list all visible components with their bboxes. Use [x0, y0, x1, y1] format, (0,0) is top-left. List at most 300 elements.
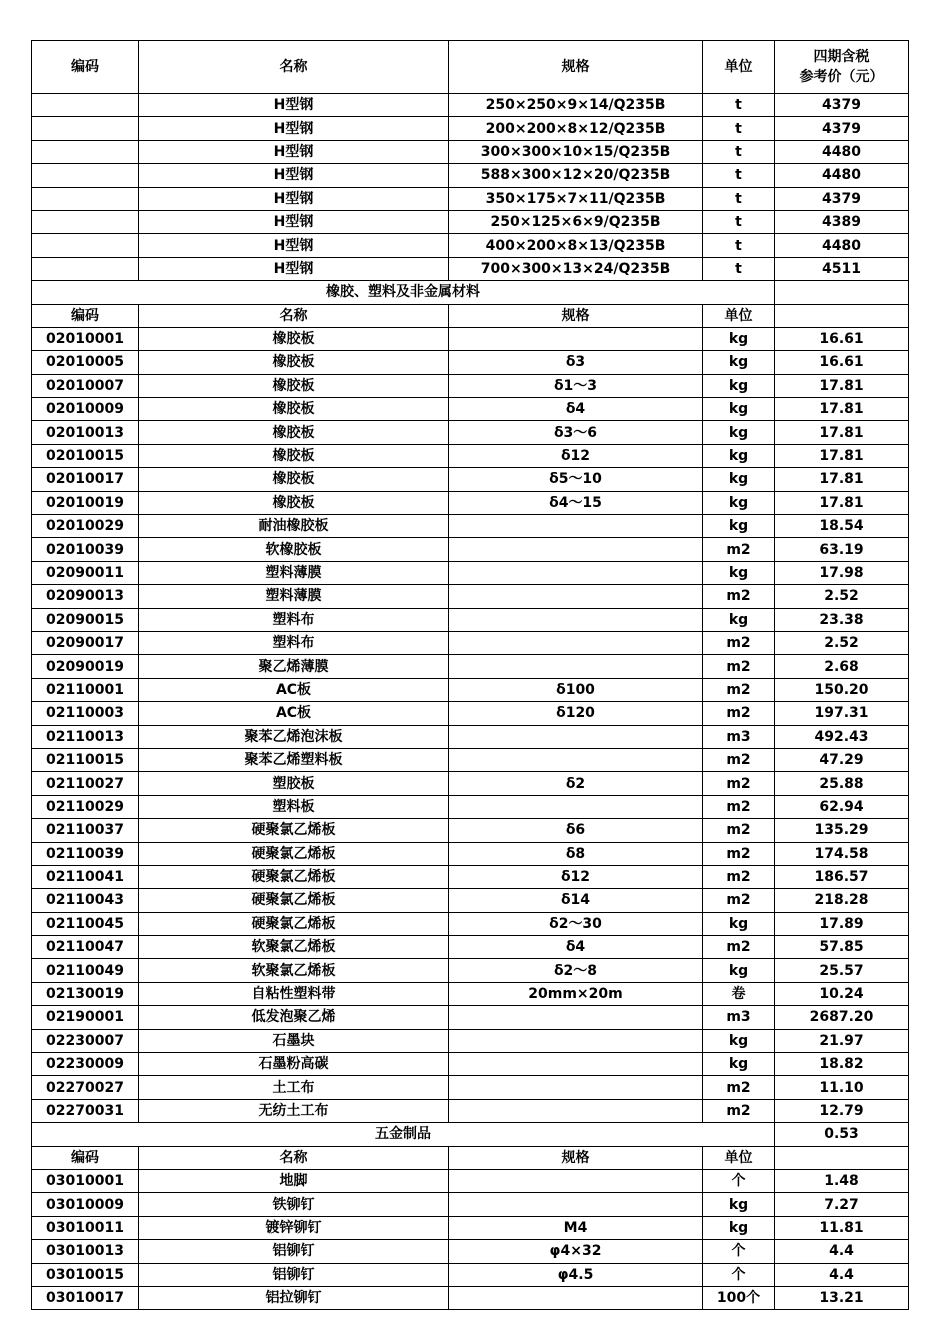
cell-spec [449, 631, 703, 654]
cell-price: 17.89 [775, 912, 909, 935]
cell-code: 03010015 [32, 1263, 139, 1286]
cell-name: 硬聚氯乙烯板 [139, 889, 449, 912]
cell-unit: m2 [703, 585, 775, 608]
header-code: 编码 [32, 41, 139, 94]
table-row [32, 117, 909, 140]
sub-header-price [775, 1146, 909, 1169]
cell-code: 02010017 [32, 468, 139, 491]
cell-price: 197.31 [775, 702, 909, 725]
cell-name: 塑料薄膜 [139, 585, 449, 608]
cell-unit: kg [703, 912, 775, 935]
cell-price: 47.29 [775, 748, 909, 771]
cell-price: 16.61 [775, 351, 909, 374]
cell-spec: δ6 [449, 819, 703, 842]
table-row [32, 1216, 909, 1239]
table-row [32, 1169, 909, 1192]
cell-price: 63.19 [775, 538, 909, 561]
table-row [32, 210, 909, 233]
cell-price: 2.68 [775, 655, 909, 678]
cell-code: 02010015 [32, 444, 139, 467]
cell-spec [449, 1169, 703, 1192]
section-title-row [32, 281, 909, 304]
table-row [32, 327, 909, 350]
cell-price: 2.52 [775, 585, 909, 608]
cell-unit: t [703, 94, 775, 117]
table-row [32, 865, 909, 888]
cell-unit: t [703, 187, 775, 210]
cell-code: 02130019 [32, 982, 139, 1005]
table-row [32, 1286, 909, 1309]
cell-price: 23.38 [775, 608, 909, 631]
cell-unit: kg [703, 327, 775, 350]
table-row [32, 889, 909, 912]
cell-code [32, 257, 139, 280]
cell-unit: m2 [703, 889, 775, 912]
table-row [32, 1076, 909, 1099]
cell-code: 02110037 [32, 819, 139, 842]
cell-price: 17.81 [775, 374, 909, 397]
cell-code [32, 210, 139, 233]
cell-code: 02010019 [32, 491, 139, 514]
cell-code: 02010005 [32, 351, 139, 374]
cell-spec: 250×125×6×9/Q235B [449, 210, 703, 233]
sub-header-unit: 单位 [703, 304, 775, 327]
cell-spec [449, 538, 703, 561]
cell-spec: δ2 [449, 772, 703, 795]
header-name: 名称 [139, 41, 449, 94]
cell-name: 铁铆钉 [139, 1193, 449, 1216]
table-row [32, 819, 909, 842]
cell-spec: φ4×32 [449, 1240, 703, 1263]
cell-spec: δ14 [449, 889, 703, 912]
cell-price: 4.4 [775, 1263, 909, 1286]
cell-price: 17.81 [775, 421, 909, 444]
cell-price: 4480 [775, 140, 909, 163]
cell-code: 02110049 [32, 959, 139, 982]
cell-price: 150.20 [775, 678, 909, 701]
cell-name: H型钢 [139, 140, 449, 163]
cell-unit: kg [703, 1053, 775, 1076]
cell-code: 03010011 [32, 1216, 139, 1239]
cell-name: 聚苯乙烯泡沫板 [139, 725, 449, 748]
cell-name: H型钢 [139, 164, 449, 187]
cell-spec: δ100 [449, 678, 703, 701]
cell-spec [449, 515, 703, 538]
cell-name: 地脚 [139, 1169, 449, 1192]
cell-spec: δ2～8 [449, 959, 703, 982]
cell-spec: M4 [449, 1216, 703, 1239]
table-row [32, 187, 909, 210]
table-row [32, 982, 909, 1005]
cell-name: 铝铆钉 [139, 1263, 449, 1286]
table-row [32, 444, 909, 467]
cell-spec [449, 1006, 703, 1029]
cell-unit: kg [703, 468, 775, 491]
cell-name: 耐油橡胶板 [139, 515, 449, 538]
cell-spec [449, 608, 703, 631]
cell-unit: m2 [703, 795, 775, 818]
cell-unit: 卷 [703, 982, 775, 1005]
cell-price: 25.57 [775, 959, 909, 982]
cell-spec: δ2～30 [449, 912, 703, 935]
cell-name: H型钢 [139, 234, 449, 257]
cell-price: 2687.20 [775, 1006, 909, 1029]
cell-spec [449, 327, 703, 350]
table-row [32, 1006, 909, 1029]
cell-code: 02090013 [32, 585, 139, 608]
cell-name: AC板 [139, 678, 449, 701]
cell-name: 聚乙烯薄膜 [139, 655, 449, 678]
cell-unit: 个 [703, 1263, 775, 1286]
cell-price: 4480 [775, 164, 909, 187]
table-row [32, 561, 909, 584]
cell-spec: φ4.5 [449, 1263, 703, 1286]
cell-price: 13.21 [775, 1286, 909, 1309]
cell-name: 软聚氯乙烯板 [139, 959, 449, 982]
cell-name: H型钢 [139, 94, 449, 117]
cell-unit: kg [703, 515, 775, 538]
cell-code [32, 234, 139, 257]
cell-spec [449, 748, 703, 771]
sub-header-spec: 规格 [449, 304, 703, 327]
cell-code: 02010039 [32, 538, 139, 561]
sub-header-name: 名称 [139, 304, 449, 327]
cell-code: 02110047 [32, 936, 139, 959]
sub-header-name: 名称 [139, 1146, 449, 1169]
cell-spec [449, 1286, 703, 1309]
cell-spec: δ12 [449, 865, 703, 888]
cell-price: 62.94 [775, 795, 909, 818]
cell-code: 02110001 [32, 678, 139, 701]
sub-header-spec: 规格 [449, 1146, 703, 1169]
cell-name: H型钢 [139, 117, 449, 140]
cell-price: 186.57 [775, 865, 909, 888]
cell-unit: m3 [703, 725, 775, 748]
price-table [31, 40, 909, 1310]
cell-price: 4.4 [775, 1240, 909, 1263]
cell-name: 硬聚氯乙烯板 [139, 819, 449, 842]
cell-unit: m2 [703, 748, 775, 771]
cell-name: 橡胶板 [139, 374, 449, 397]
cell-unit: kg [703, 444, 775, 467]
cell-spec [449, 655, 703, 678]
cell-name: 土工布 [139, 1076, 449, 1099]
cell-name: 铝铆钉 [139, 1240, 449, 1263]
cell-spec: δ8 [449, 842, 703, 865]
cell-price: 11.10 [775, 1076, 909, 1099]
cell-code: 02010007 [32, 374, 139, 397]
cell-price: 12.79 [775, 1099, 909, 1122]
cell-code: 02010009 [32, 398, 139, 421]
cell-spec: δ4 [449, 398, 703, 421]
cell-name: 橡胶板 [139, 491, 449, 514]
cell-code: 02010001 [32, 327, 139, 350]
sub-header-row [32, 1146, 909, 1169]
cell-spec [449, 1099, 703, 1122]
cell-unit: kg [703, 1216, 775, 1239]
cell-price: 4379 [775, 187, 909, 210]
cell-unit: m2 [703, 538, 775, 561]
cell-name: AC板 [139, 702, 449, 725]
cell-name: 橡胶板 [139, 398, 449, 421]
sub-header-row [32, 304, 909, 327]
cell-spec: δ1～3 [449, 374, 703, 397]
cell-unit: m2 [703, 655, 775, 678]
cell-unit: m2 [703, 631, 775, 654]
cell-name: 软聚氯乙烯板 [139, 936, 449, 959]
cell-spec [449, 1029, 703, 1052]
cell-name: 橡胶板 [139, 444, 449, 467]
cell-spec [449, 561, 703, 584]
cell-code: 02230007 [32, 1029, 139, 1052]
cell-price: 17.81 [775, 468, 909, 491]
group2-body [32, 327, 909, 1122]
table-row [32, 515, 909, 538]
table-row [32, 631, 909, 654]
table-row [32, 655, 909, 678]
cell-price: 17.81 [775, 444, 909, 467]
cell-spec: δ5～10 [449, 468, 703, 491]
cell-name: 橡胶板 [139, 327, 449, 350]
header-spec: 规格 [449, 41, 703, 94]
cell-spec [449, 725, 703, 748]
table-row [32, 936, 909, 959]
cell-code: 02110003 [32, 702, 139, 725]
table-row [32, 538, 909, 561]
cell-spec [449, 585, 703, 608]
group3-body [32, 1169, 909, 1309]
cell-unit: m2 [703, 842, 775, 865]
cell-price: 17.81 [775, 398, 909, 421]
table-row [32, 585, 909, 608]
sub-header-price [775, 304, 909, 327]
cell-code: 03010001 [32, 1169, 139, 1192]
cell-code [32, 187, 139, 210]
table-row [32, 351, 909, 374]
cell-name: H型钢 [139, 257, 449, 280]
table-row [32, 1240, 909, 1263]
cell-spec: δ4～15 [449, 491, 703, 514]
cell-spec: δ120 [449, 702, 703, 725]
cell-code: 02110043 [32, 889, 139, 912]
cell-unit: t [703, 164, 775, 187]
cell-code: 02090017 [32, 631, 139, 654]
cell-code: 02090015 [32, 608, 139, 631]
cell-price: 7.27 [775, 1193, 909, 1216]
cell-code: 02110039 [32, 842, 139, 865]
section-price [775, 281, 909, 304]
table-row [32, 398, 909, 421]
cell-name: H型钢 [139, 210, 449, 233]
cell-price: 4480 [775, 234, 909, 257]
cell-spec: 700×300×13×24/Q235B [449, 257, 703, 280]
cell-unit: 100个 [703, 1286, 775, 1309]
cell-code [32, 94, 139, 117]
cell-price: 25.88 [775, 772, 909, 795]
cell-price: 135.29 [775, 819, 909, 842]
cell-spec: 300×300×10×15/Q235B [449, 140, 703, 163]
cell-name: 塑料布 [139, 631, 449, 654]
cell-name: 石墨块 [139, 1029, 449, 1052]
cell-unit: 个 [703, 1169, 775, 1192]
cell-unit: kg [703, 421, 775, 444]
cell-spec [449, 795, 703, 818]
cell-spec: 350×175×7×11/Q235B [449, 187, 703, 210]
cell-name: 硬聚氯乙烯板 [139, 912, 449, 935]
table-row [32, 468, 909, 491]
cell-name: 塑胶板 [139, 772, 449, 795]
cell-name: 橡胶板 [139, 468, 449, 491]
table-row [32, 702, 909, 725]
header-price [775, 41, 909, 94]
cell-code: 02110041 [32, 865, 139, 888]
cell-name: 橡胶板 [139, 421, 449, 444]
cell-unit: t [703, 117, 775, 140]
cell-unit: m2 [703, 772, 775, 795]
cell-code: 02110027 [32, 772, 139, 795]
cell-unit: t [703, 140, 775, 163]
cell-spec [449, 1193, 703, 1216]
group1-body [32, 94, 909, 281]
section-title: 五金制品 [32, 1123, 775, 1146]
table-row [32, 1029, 909, 1052]
cell-spec: 20mm×20m [449, 982, 703, 1005]
cell-price: 57.85 [775, 936, 909, 959]
cell-unit: m2 [703, 819, 775, 842]
sub-header-code: 编码 [32, 304, 139, 327]
section2-header [32, 281, 909, 328]
cell-code [32, 117, 139, 140]
cell-spec: δ3 [449, 351, 703, 374]
cell-price: 218.28 [775, 889, 909, 912]
cell-name: 硬聚氯乙烯板 [139, 842, 449, 865]
header-unit: 单位 [703, 41, 775, 94]
cell-name: 石墨粉高碳 [139, 1053, 449, 1076]
cell-unit: m2 [703, 865, 775, 888]
cell-unit: m2 [703, 702, 775, 725]
cell-code [32, 164, 139, 187]
cell-spec [449, 1053, 703, 1076]
cell-spec: 200×200×8×12/Q235B [449, 117, 703, 140]
table-row [32, 421, 909, 444]
cell-code: 02010029 [32, 515, 139, 538]
cell-code: 02110013 [32, 725, 139, 748]
header-row [32, 41, 909, 94]
cell-code: 02190001 [32, 1006, 139, 1029]
cell-name: 无纺土工布 [139, 1099, 449, 1122]
table-row [32, 1099, 909, 1122]
cell-name: 软橡胶板 [139, 538, 449, 561]
cell-name: 硬聚氯乙烯板 [139, 865, 449, 888]
cell-unit: m2 [703, 678, 775, 701]
cell-unit: kg [703, 561, 775, 584]
table-row [32, 257, 909, 280]
cell-price: 16.61 [775, 327, 909, 350]
cell-code: 02270027 [32, 1076, 139, 1099]
cell-code: 02010013 [32, 421, 139, 444]
cell-name: 聚苯乙烯塑料板 [139, 748, 449, 771]
cell-unit: 个 [703, 1240, 775, 1263]
table-row [32, 608, 909, 631]
cell-unit: kg [703, 959, 775, 982]
cell-unit: kg [703, 491, 775, 514]
table-row [32, 959, 909, 982]
header-price-line1: 四期含税 [813, 49, 870, 65]
cell-name: 塑料板 [139, 795, 449, 818]
cell-unit: m2 [703, 1076, 775, 1099]
section-price: 0.53 [775, 1123, 909, 1146]
cell-unit: kg [703, 398, 775, 421]
cell-code: 02270031 [32, 1099, 139, 1122]
table-row [32, 491, 909, 514]
cell-code: 02110045 [32, 912, 139, 935]
cell-name: 自粘性塑料带 [139, 982, 449, 1005]
cell-code: 03010013 [32, 1240, 139, 1263]
cell-price: 2.52 [775, 631, 909, 654]
cell-name: 低发泡聚乙烯 [139, 1006, 449, 1029]
cell-unit: kg [703, 351, 775, 374]
cell-unit: m3 [703, 1006, 775, 1029]
cell-code: 02090019 [32, 655, 139, 678]
cell-code: 02110029 [32, 795, 139, 818]
cell-unit: kg [703, 608, 775, 631]
cell-price: 4389 [775, 210, 909, 233]
cell-unit: t [703, 234, 775, 257]
cell-spec [449, 1076, 703, 1099]
cell-price: 17.98 [775, 561, 909, 584]
cell-unit: kg [703, 1193, 775, 1216]
cell-unit: t [703, 257, 775, 280]
cell-name: 铝拉铆钉 [139, 1286, 449, 1309]
table-row [32, 1263, 909, 1286]
cell-spec: 400×200×8×13/Q235B [449, 234, 703, 257]
table-row [32, 1193, 909, 1216]
cell-code: 02230009 [32, 1053, 139, 1076]
cell-unit: kg [703, 374, 775, 397]
section3-header [32, 1123, 909, 1170]
cell-spec: δ3～6 [449, 421, 703, 444]
table-row [32, 725, 909, 748]
cell-price: 18.82 [775, 1053, 909, 1076]
cell-price: 21.97 [775, 1029, 909, 1052]
cell-price: 4379 [775, 94, 909, 117]
cell-price: 11.81 [775, 1216, 909, 1239]
sub-header-code: 编码 [32, 1146, 139, 1169]
section-title: 橡胶、塑料及非金属材料 [32, 281, 775, 304]
section-title-row [32, 1123, 909, 1146]
cell-name: 塑料布 [139, 608, 449, 631]
table-row [32, 94, 909, 117]
sub-header-unit: 单位 [703, 1146, 775, 1169]
cell-price: 18.54 [775, 515, 909, 538]
cell-spec: δ12 [449, 444, 703, 467]
cell-price: 17.81 [775, 491, 909, 514]
table-row [32, 234, 909, 257]
cell-unit: kg [703, 1029, 775, 1052]
cell-price: 10.24 [775, 982, 909, 1005]
table-row [32, 772, 909, 795]
cell-unit: m2 [703, 1099, 775, 1122]
cell-price: 174.58 [775, 842, 909, 865]
cell-spec: 250×250×9×14/Q235B [449, 94, 703, 117]
cell-code: 03010017 [32, 1286, 139, 1309]
cell-code: 02110015 [32, 748, 139, 771]
cell-price: 4379 [775, 117, 909, 140]
cell-price: 1.48 [775, 1169, 909, 1192]
cell-name: 橡胶板 [139, 351, 449, 374]
cell-name: 镀锌铆钉 [139, 1216, 449, 1239]
table-row [32, 678, 909, 701]
